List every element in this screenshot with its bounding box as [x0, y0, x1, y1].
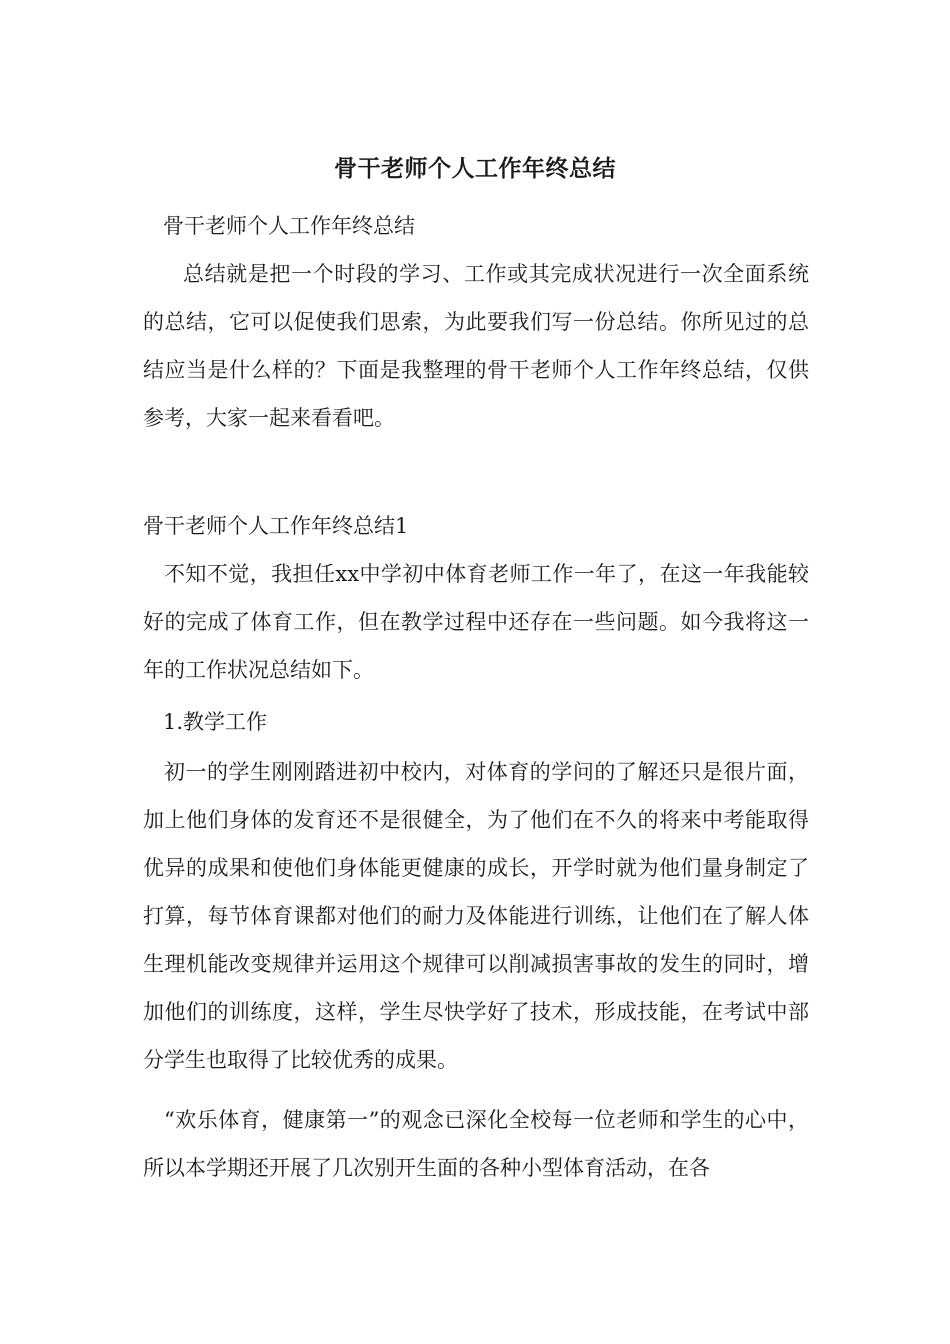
section-heading: 骨干老师个人工作年终总结1	[143, 514, 409, 538]
document-title: 骨干老师个人工作年终总结	[334, 155, 616, 182]
section-paragraph: 不知不觉，我担任xx中学初中体育老师工作一年了，在这一年我能较好的完成了体育工作，但在教学过程中还存在一些问题。如今我将这一年的工作状况总结如下。	[143, 562, 809, 682]
subsection-paragraph: 初一的学生刚刚踏进初中校内，对体育的学问的了解还只是很片面，加上他们身体的发育还不是很健全，为了他们在不久的将来中考能取得优异的成果和使他们身体能更健康的成长，开学时就为他们量身制定了打算，每节体育课都对他们的耐力及体能进行训练，让他们在了解人体生理机能改变规律并运用这个规律可以削减损害事故的发生的同时，增加他们的训练度，这样，学生尽快学好了技术，形成技能，在考试中部分学生也取得了比较优秀的成果。	[143, 760, 809, 1072]
intro-paragraph: 总结就是把一个时段的学习、工作或其完成状况进行一次全面系统的总结，它可以促使我们思索，为此要我们写一份总结。你所见过的总结应当是什么样的？下面是我整理的骨干老师个人工作年终总结，仅供参考，大家一起来看看吧。	[143, 262, 809, 430]
document-subtitle: 骨干老师个人工作年终总结	[163, 214, 415, 238]
subsection-heading: 1.教学工作	[163, 710, 268, 734]
subsection-paragraph: “欢乐体育，健康第一”的观念已深化全校每一位老师和学生的心中，所以本学期还开展了几次别开生面的各种小型体育活动，在各	[143, 1108, 809, 1180]
